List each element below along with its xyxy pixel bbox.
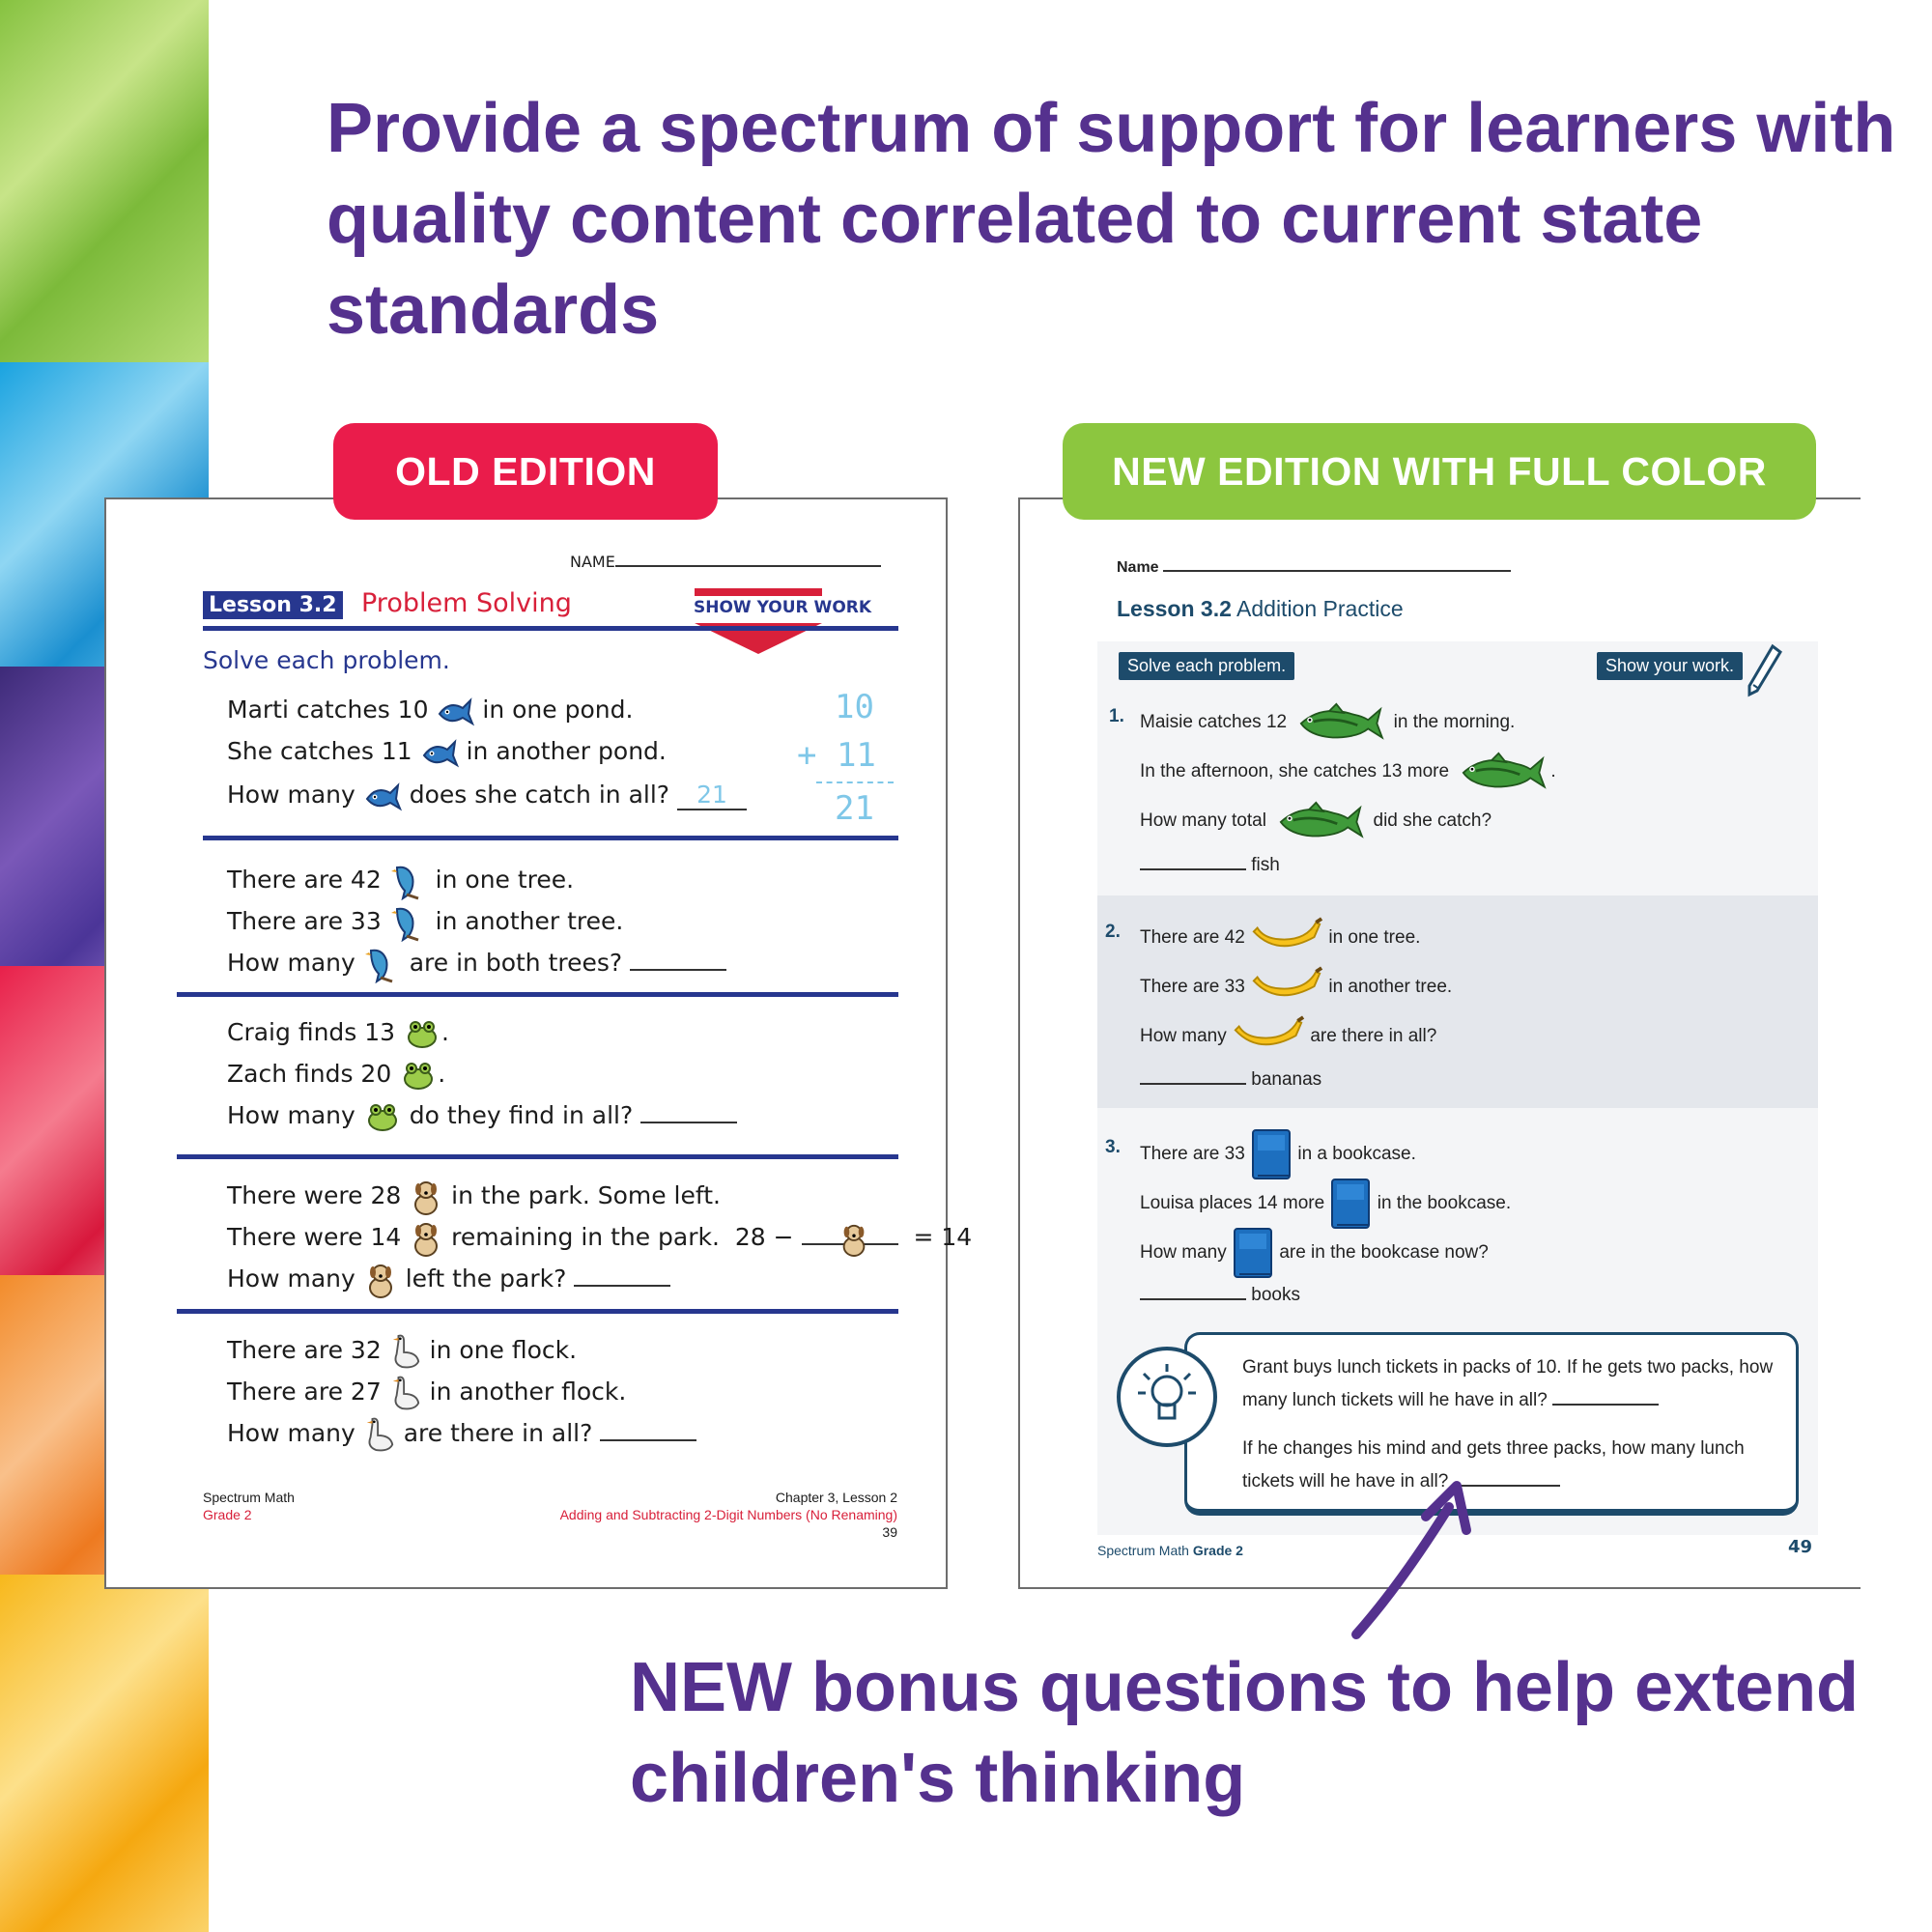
- answer-21: 21: [677, 781, 747, 810]
- new-edition-page: Name Lesson 3.2 Addition Practice Solve each problem. Show your work. 1. Maisie catches 12 in the morning. In the afternoon, she catches 13 more . How many total did she catch? fish 2. There are 42 in one tree. There are 33 in another tree. How many are there in all? bananas 3. There are 33 in a bookcase. Louisa places 14 more in the bookcase. How many are in the bookcase now? books Grant buys lunch tickets in packs of 10. If he gets two packs, how many lunch tickets will he have in all? If he changes his mind and gets three packs, how many lunch tickets will he have in all? Spectrum Math Grade 2 49: [1018, 497, 1861, 1589]
- frog-icon: [403, 1016, 441, 1051]
- frog-icon: [399, 1058, 438, 1093]
- fish-icon: [363, 780, 402, 812]
- banana-icon: [1232, 1015, 1305, 1058]
- solve-tag: Solve each problem.: [1119, 652, 1294, 680]
- book-icon: [1232, 1226, 1274, 1280]
- fish-icon: [420, 736, 459, 769]
- frog-icon: [363, 1099, 402, 1134]
- work-top: 10: [835, 688, 874, 726]
- footer-topic: Adding and Subtracting 2-Digit Numbers (No Renaming): [559, 1507, 897, 1522]
- page-number: 49: [1788, 1537, 1813, 1557]
- name-field: [1117, 559, 1511, 577]
- footer-grade: Grade 2: [203, 1507, 252, 1522]
- fish-icon: [1271, 801, 1368, 841]
- goose-icon: [389, 1374, 422, 1412]
- bonus-callout: NEW bonus questions to help extend children's thinking: [630, 1649, 1860, 1817]
- name-label: NAME: [570, 553, 615, 571]
- book-icon: [1329, 1177, 1372, 1231]
- lesson-number: Lesson 3.2: [1117, 596, 1232, 621]
- lightbulb-icon: [1115, 1345, 1219, 1449]
- instruction: Solve each problem.: [203, 646, 450, 674]
- banana-icon: [1250, 966, 1323, 1009]
- book-icon: [1250, 1127, 1293, 1181]
- dog-icon: [363, 1261, 398, 1299]
- work-sum: 21: [835, 789, 874, 828]
- lesson-number: Lesson 3.2: [203, 591, 343, 619]
- pencil-icon: [1744, 642, 1784, 698]
- new-edition-badge: NEW EDITION WITH FULL COLOR: [1063, 423, 1816, 520]
- show-work-label: SHOW YOUR WORK: [694, 598, 872, 617]
- headline: Provide a spectrum of support for learners with quality content correlated to current state standards: [327, 90, 1896, 349]
- page-number: 39: [882, 1524, 897, 1540]
- name-field: [570, 553, 881, 571]
- old-edition-page: NAME Lesson 3.2 Problem Solving SHOW YOUR WORK Solve each problem. Marti catches 10 in one pond. She catches 11 in another pond. How many does she catch in all? 21 10 + 11 21 There are 42 in one tree. There are 33 in another tree. How many are in both trees? Craig finds 13 . Zach finds 20 . How many do they find in all? There were 28 in the park. Some left. There were 14 remaining in the park. 28 − = 14 How many left the park? There are 32 in one flock. There are 27 in another flock. How many are there in all? Spectrum Math Grade 2 Chapter 3, Lesson 2 Adding and Subtracting 2-Digit Numbers (No Renaming) 39: [104, 497, 948, 1589]
- banana-icon: [1250, 917, 1323, 959]
- footer-series: Spectrum Math Grade 2: [1097, 1543, 1243, 1558]
- dog-icon: [409, 1219, 443, 1258]
- name-label: Name: [1117, 559, 1159, 576]
- lesson-title: Problem Solving: [361, 588, 572, 618]
- bird-icon: [389, 862, 428, 900]
- dog-icon: [838, 1221, 870, 1258]
- arrow-icon: [1333, 1468, 1488, 1642]
- bird-icon: [363, 945, 402, 983]
- lesson-heading: [1117, 596, 1404, 622]
- goose-icon: [389, 1332, 422, 1371]
- footer-series: Spectrum Math: [203, 1490, 295, 1505]
- footer-chapter: Chapter 3, Lesson 2: [775, 1490, 897, 1505]
- bird-icon: [389, 903, 428, 942]
- fish-icon: [436, 695, 474, 727]
- work-mid: + 11: [797, 736, 876, 775]
- dog-icon: [409, 1178, 443, 1216]
- show-work-tag: Show your work.: [1597, 652, 1743, 680]
- fish-icon: [1454, 752, 1550, 792]
- old-edition-badge: OLD EDITION: [333, 423, 718, 520]
- goose-icon: [363, 1415, 396, 1454]
- lesson-title: Addition Practice: [1236, 596, 1404, 621]
- fish-icon: [1292, 702, 1388, 743]
